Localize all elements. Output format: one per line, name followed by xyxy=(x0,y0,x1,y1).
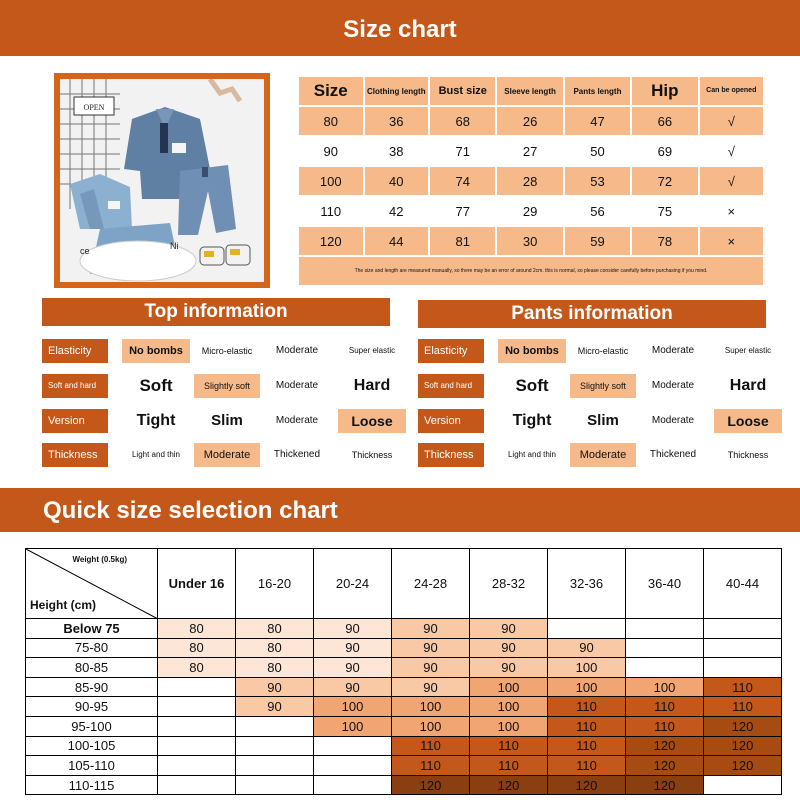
info-label: Version xyxy=(42,409,108,433)
info-option: Thickened xyxy=(273,449,321,460)
recommended-size-cell: 90 xyxy=(470,619,548,639)
quick-row xyxy=(26,658,782,678)
size-row xyxy=(299,137,763,165)
info-option: Light and thin xyxy=(507,450,557,459)
recommended-size-cell: 100 xyxy=(470,697,548,717)
height-row-header: 90-95 xyxy=(26,697,158,717)
recommended-size-cell: 110 xyxy=(470,736,548,756)
info-option: Slim xyxy=(587,412,619,429)
size-row xyxy=(299,167,763,195)
height-label: Height (cm) xyxy=(30,598,96,612)
size-note-row xyxy=(299,257,763,285)
recommended-size-cell: 90 xyxy=(392,658,470,678)
info-option-selected: Loose xyxy=(714,409,782,433)
recommended-size-cell xyxy=(236,736,314,756)
height-row-header: Below 75 xyxy=(26,619,158,639)
plate-text-1: Ni xyxy=(170,241,179,251)
info-label: Thickness xyxy=(42,443,108,467)
recommended-size-cell xyxy=(314,736,392,756)
header-bust-size: Bust size xyxy=(430,77,495,105)
size-cell: 90 xyxy=(299,137,363,165)
quick-row xyxy=(26,736,782,756)
weight-column-header: 16-20 xyxy=(236,549,314,619)
recommended-size-cell: 90 xyxy=(548,638,626,658)
header-banner xyxy=(0,0,800,60)
size-cell: 59 xyxy=(565,227,630,255)
size-cell: 68 xyxy=(430,107,495,135)
recommended-size-cell: 100 xyxy=(392,697,470,717)
size-cell: 80 xyxy=(299,107,363,135)
info-option-selected: Moderate xyxy=(570,443,636,467)
quick-row xyxy=(26,756,782,776)
size-cell: √ xyxy=(700,167,763,195)
top-info-title: Top information xyxy=(42,298,390,326)
weight-column-header: 20-24 xyxy=(314,549,392,619)
recommended-size-cell: 90 xyxy=(392,619,470,639)
info-row-thickness xyxy=(42,443,412,467)
height-row-header: 110-115 xyxy=(26,775,158,795)
info-option: Tight xyxy=(136,412,176,429)
size-cell: 27 xyxy=(497,137,562,165)
pants-info-title: Pants information xyxy=(418,300,766,328)
info-option: Thickened xyxy=(649,449,697,460)
recommended-size-cell: 90 xyxy=(314,677,392,697)
size-cell: 53 xyxy=(565,167,630,195)
size-cell: 66 xyxy=(632,107,697,135)
info-option-selected: Slightly soft xyxy=(570,374,636,398)
recommended-size-cell: 80 xyxy=(236,638,314,658)
recommended-size-cell: 80 xyxy=(158,619,236,639)
recommended-size-cell xyxy=(158,756,236,776)
size-cell: 56 xyxy=(565,197,630,225)
quick-row xyxy=(26,638,782,658)
size-row xyxy=(299,197,763,225)
recommended-size-cell xyxy=(548,619,626,639)
recommended-size-cell: 110 xyxy=(626,697,704,717)
header-sleeve-length: Sleeve length xyxy=(497,77,562,105)
size-cell: 36 xyxy=(365,107,429,135)
weight-column-header: 28-32 xyxy=(470,549,548,619)
recommended-size-cell xyxy=(704,658,782,678)
recommended-size-cell: 90 xyxy=(314,619,392,639)
info-option: Soft xyxy=(139,376,173,395)
plate-text-2: ce xyxy=(80,246,90,256)
info-option: Moderate xyxy=(651,380,695,391)
recommended-size-cell: 100 xyxy=(470,677,548,697)
size-cell: 120 xyxy=(299,227,363,255)
recommended-size-cell: 80 xyxy=(158,658,236,678)
recommended-size-cell xyxy=(236,775,314,795)
recommended-size-cell: 100 xyxy=(314,697,392,717)
header-clothing-length: Clothing length xyxy=(365,77,429,105)
size-note: The size and length are measured manually, so there may be an error of around 2cm. this is normal, so please consider carefully before purchasing if you mind. xyxy=(299,257,763,285)
recommended-size-cell xyxy=(158,775,236,795)
recommended-size-cell: 110 xyxy=(548,756,626,776)
info-label: Version xyxy=(418,409,484,433)
info-label: Elasticity xyxy=(42,339,108,363)
recommended-size-cell: 120 xyxy=(704,736,782,756)
info-option: Hard xyxy=(353,377,391,394)
recommended-size-cell: 120 xyxy=(470,775,548,795)
recommended-size-cell xyxy=(236,716,314,736)
weight-column-header: 40-44 xyxy=(704,549,782,619)
size-cell: 74 xyxy=(430,167,495,195)
size-cell: 77 xyxy=(430,197,495,225)
info-label: Soft and hard xyxy=(42,374,108,398)
recommended-size-cell: 90 xyxy=(236,677,314,697)
product-photo xyxy=(54,73,270,288)
recommended-size-cell: 110 xyxy=(392,736,470,756)
quick-row xyxy=(26,716,782,736)
quick-row xyxy=(26,677,782,697)
height-row-header: 80-85 xyxy=(26,658,158,678)
info-option: Thickness xyxy=(727,450,769,460)
quick-corner-cell xyxy=(26,549,158,619)
size-cell: 47 xyxy=(565,107,630,135)
recommended-size-cell: 120 xyxy=(626,736,704,756)
height-row-header: 75-80 xyxy=(26,638,158,658)
recommended-size-cell: 100 xyxy=(548,658,626,678)
size-cell: 75 xyxy=(632,197,697,225)
recommended-size-cell: 90 xyxy=(314,638,392,658)
info-row-soft-and-hard xyxy=(418,374,788,398)
info-option: Micro-elastic xyxy=(201,346,253,356)
recommended-size-cell xyxy=(626,619,704,639)
size-cell: √ xyxy=(700,137,763,165)
recommended-size-cell: 110 xyxy=(548,716,626,736)
info-option: Soft xyxy=(515,376,549,395)
recommended-size-cell: 80 xyxy=(158,638,236,658)
recommended-size-cell: 110 xyxy=(548,697,626,717)
size-cell: 78 xyxy=(632,227,697,255)
recommended-size-cell: 90 xyxy=(470,638,548,658)
recommended-size-cell: 120 xyxy=(392,775,470,795)
quick-size-banner xyxy=(0,488,800,532)
info-option: Micro-elastic xyxy=(577,346,629,356)
height-row-header: 95-100 xyxy=(26,716,158,736)
info-row-soft-and-hard xyxy=(42,374,412,398)
quick-size-title: Quick size selection chart xyxy=(43,497,338,524)
size-cell: √ xyxy=(700,107,763,135)
recommended-size-cell xyxy=(158,697,236,717)
recommended-size-cell: 120 xyxy=(626,756,704,776)
weight-column-header: 32-36 xyxy=(548,549,626,619)
size-cell: 28 xyxy=(497,167,562,195)
recommended-size-cell: 100 xyxy=(314,716,392,736)
info-label: Elasticity xyxy=(418,339,484,363)
info-option-selected: No bombs xyxy=(498,339,566,363)
recommended-size-cell: 120 xyxy=(626,775,704,795)
info-option: Moderate xyxy=(275,380,319,391)
info-option: Moderate xyxy=(651,345,695,356)
quick-header-row xyxy=(26,549,782,619)
size-cell: 81 xyxy=(430,227,495,255)
recommended-size-cell xyxy=(158,716,236,736)
recommended-size-cell: 110 xyxy=(626,716,704,736)
recommended-size-cell: 120 xyxy=(548,775,626,795)
recommended-size-cell xyxy=(704,619,782,639)
recommended-size-cell: 100 xyxy=(392,716,470,736)
size-chart-header-row xyxy=(299,77,763,105)
recommended-size-cell: 100 xyxy=(470,716,548,736)
recommended-size-cell: 110 xyxy=(704,697,782,717)
info-row-thickness xyxy=(418,443,788,467)
height-row-header: 105-110 xyxy=(26,756,158,776)
recommended-size-cell: 90 xyxy=(392,677,470,697)
product-illustration xyxy=(60,79,264,282)
recommended-size-cell xyxy=(236,756,314,776)
size-cell: 72 xyxy=(632,167,697,195)
recommended-size-cell: 120 xyxy=(704,756,782,776)
height-row-header: 100-105 xyxy=(26,736,158,756)
size-cell: 30 xyxy=(497,227,562,255)
recommended-size-cell: 110 xyxy=(470,756,548,776)
info-option: Tight xyxy=(512,412,552,429)
size-cell: 110 xyxy=(299,197,363,225)
recommended-size-cell xyxy=(314,756,392,776)
header-hip: Hip xyxy=(632,77,697,105)
size-cell: 42 xyxy=(365,197,429,225)
header-can-be-opened: Can be opened xyxy=(700,77,763,105)
info-option: Moderate xyxy=(275,345,319,356)
header-size: Size xyxy=(299,77,363,105)
info-option-selected: No bombs xyxy=(122,339,190,363)
recommended-size-cell xyxy=(158,677,236,697)
info-option: Moderate xyxy=(275,415,319,426)
recommended-size-cell: 110 xyxy=(704,677,782,697)
recommended-size-cell: 100 xyxy=(626,677,704,697)
recommended-size-cell: 90 xyxy=(392,638,470,658)
weight-label: Weight (0.5kg) xyxy=(72,555,127,564)
info-option-selected: Moderate xyxy=(194,443,260,467)
info-row-elasticity xyxy=(418,339,788,363)
weight-column-header: 36-40 xyxy=(626,549,704,619)
size-cell: 44 xyxy=(365,227,429,255)
info-label: Thickness xyxy=(418,443,484,467)
weight-column-header: Under 16 xyxy=(158,549,236,619)
recommended-size-cell: 120 xyxy=(704,716,782,736)
header-pants-length: Pants length xyxy=(565,77,630,105)
size-chart-table xyxy=(297,75,765,287)
info-option-selected: Loose xyxy=(338,409,406,433)
recommended-size-cell xyxy=(704,775,782,795)
info-option: Super elastic xyxy=(348,346,396,355)
recommended-size-cell xyxy=(626,658,704,678)
recommended-size-cell xyxy=(158,736,236,756)
quick-row xyxy=(26,619,782,639)
page-title: Size chart xyxy=(343,16,457,43)
info-option: Super elastic xyxy=(724,346,772,355)
size-cell: 40 xyxy=(365,167,429,195)
recommended-size-cell: 80 xyxy=(236,619,314,639)
size-cell: 100 xyxy=(299,167,363,195)
open-sign-text: OPEN xyxy=(83,103,105,112)
recommended-size-cell: 90 xyxy=(470,658,548,678)
info-option-selected: Slightly soft xyxy=(194,374,260,398)
info-option: Moderate xyxy=(651,415,695,426)
size-row xyxy=(299,107,763,135)
size-cell: 50 xyxy=(565,137,630,165)
info-row-elasticity xyxy=(42,339,412,363)
info-option: Light and thin xyxy=(131,450,181,459)
quick-row xyxy=(26,697,782,717)
recommended-size-cell: 80 xyxy=(236,658,314,678)
info-row-version xyxy=(418,409,788,433)
weight-column-header: 24-28 xyxy=(392,549,470,619)
size-cell: 38 xyxy=(365,137,429,165)
height-row-header: 85-90 xyxy=(26,677,158,697)
quick-row xyxy=(26,775,782,795)
recommended-size-cell xyxy=(314,775,392,795)
recommended-size-cell: 90 xyxy=(236,697,314,717)
recommended-size-cell: 110 xyxy=(392,756,470,776)
info-option: Slim xyxy=(211,412,243,429)
size-cell: 26 xyxy=(497,107,562,135)
recommended-size-cell: 100 xyxy=(548,677,626,697)
size-cell: 71 xyxy=(430,137,495,165)
info-row-version xyxy=(42,409,412,433)
recommended-size-cell: 90 xyxy=(314,658,392,678)
size-cell: × xyxy=(700,197,763,225)
size-cell: 69 xyxy=(632,137,697,165)
recommended-size-cell xyxy=(626,638,704,658)
size-cell: 29 xyxy=(497,197,562,225)
size-row xyxy=(299,227,763,255)
info-label: Soft and hard xyxy=(418,374,484,398)
quick-size-table xyxy=(25,548,782,795)
info-option: Hard xyxy=(729,377,767,394)
recommended-size-cell xyxy=(704,638,782,658)
size-cell: × xyxy=(700,227,763,255)
info-option: Thickness xyxy=(351,450,393,460)
recommended-size-cell: 110 xyxy=(548,736,626,756)
